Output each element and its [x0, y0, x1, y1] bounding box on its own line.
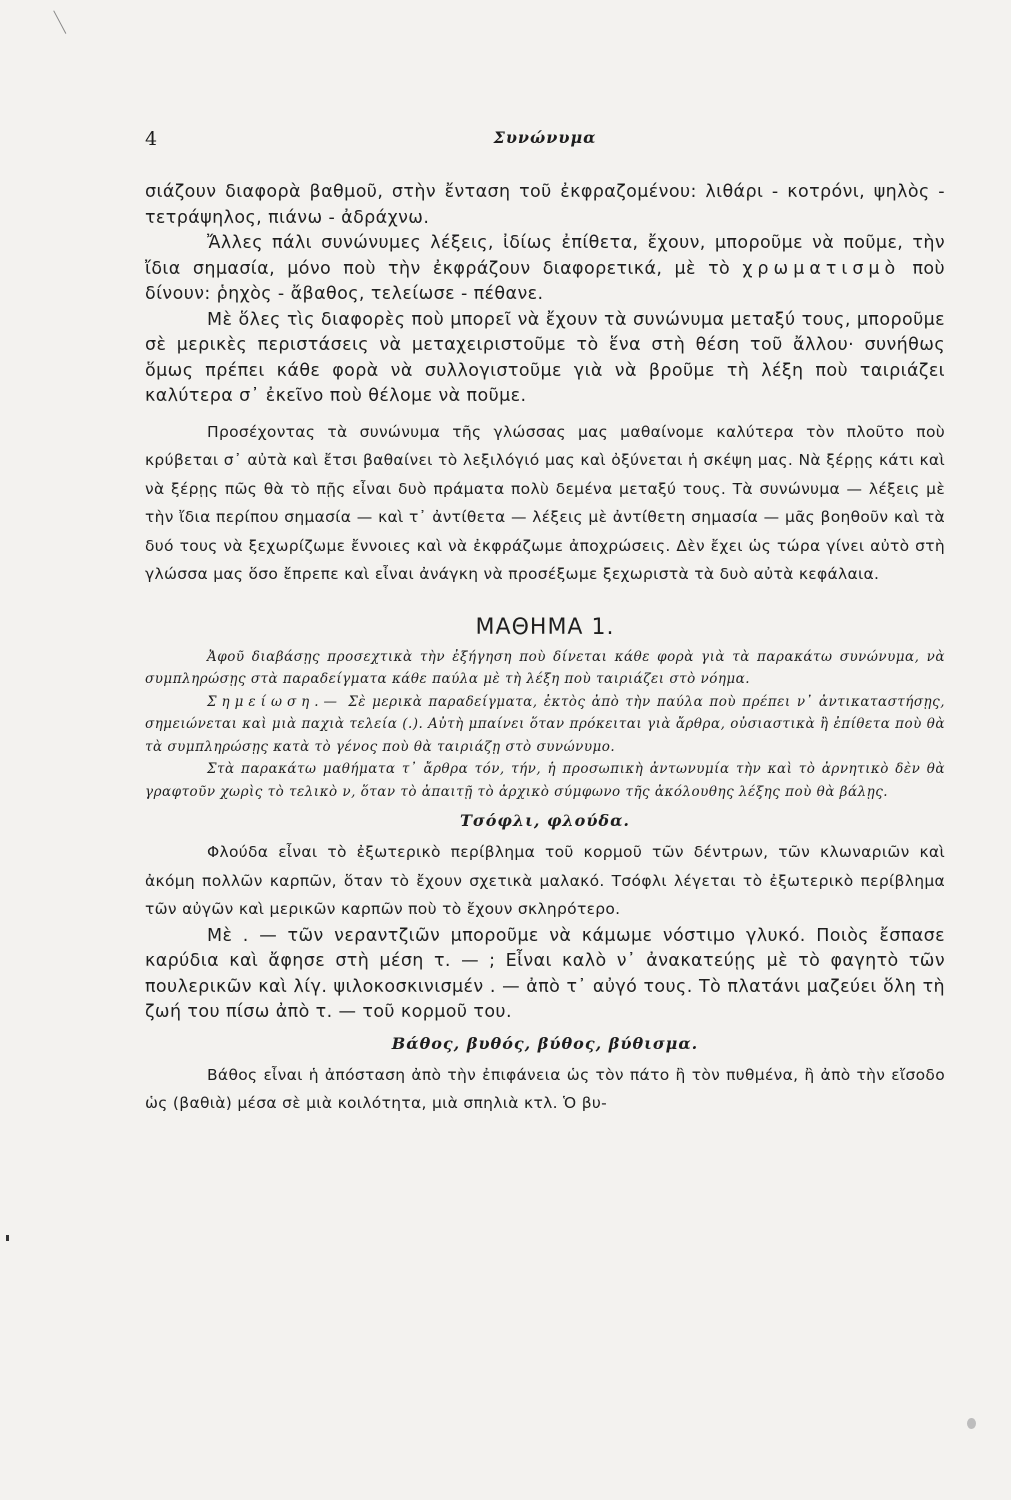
running-title: Συνώνυμα: [493, 128, 597, 147]
paragraph-text: Ἄλλες πάλι συνώνυμες λέξεις, ἰδίως ἐπίθετα, ἔχουν, μποροῦμε νὰ ποῦμε, τὴν ἴδια σημασία, μόνο ποὺ τὴν ἐκφράζουν διαφορετικά, μὲ τὸ: [145, 233, 945, 279]
paragraph: Προσέχοντας τὰ συνώνυμα τῆς γλώσσας μας μαθαίνομε καλύτερα τὸν πλοῦτο ποὺ κρύβεται σ᾽ αὐτὰ καὶ ἔτσι βαθαίνει τὸ λεξιλόγιό μας καὶ ὀξύνεται ἡ σκέψη μας. Νὰ ξέρῃς κάτι καὶ νὰ ξέρῃς πῶς θὰ τὸ πῇς εἶναι δυὸ πράματα πολὺ δεμένα μεταξύ τους. Τὰ συνώνυμα — λέξεις μὲ τὴν ἴδια περίπου σημασία — καὶ τ᾽ ἀντίθετα — λέξεις μὲ ἀντίθετη σημασία — μᾶς βοηθοῦν καὶ τὰ δυό τους νὰ ξεχωρίζωμε ἔννοιες καὶ νὰ ἐκφράζωμε ἀποχρώσεις. Δὲν ἔχει ὡς τώρα γίνει αὐτὸ στὴ γλώσσα μας ὅσο ἔπρεπε καὶ εἶναι ἀνάγκη νὰ προσέξωμε ξεχωριστὰ τὰ δυὸ αὐτὰ κεφάλαια.: [145, 422, 945, 583]
lesson-instruction: Ἀφοῦ διαβάσῃς προσεχτικὰ τὴν ἐξήγηση ποὺ δίνεται κάθε φορὰ γιὰ τὰ παρακάτω συνώνυμα, νὰ συμπληρώσῃς στὰ παραδείγματα κάθε παύλα μὲ τὴ λέξη ποὺ ταιριάζει στὸ νόημα.: [145, 648, 945, 687]
paragraph-continuation: σιάζουν διαφορὰ βαθμοῦ, στὴν ἔνταση τοῦ ἐκφραζομένου: λιθάρι - κοτρόνι, ψηλὸς - τετράψηλος, πιάνω - ἀδράχνω.: [145, 182, 945, 228]
scan-artifact: [6, 1235, 9, 1241]
lesson-note-2: Στὰ παρακάτω μαθήματα τ᾽ ἄρθρα τόν, τήν, ἡ προσωπικὴ ἀντωνυμία τὴν καὶ τὸ ἀρνητικὸ δὲν θὰ γραφτοῦν χωρὶς τὸ τελικὸ ν, ὅταν τὸ ἀπαιτῇ τὸ ἀρχικὸ σύμφωνο τῆς ἀκόλουθης λέξης ποὺ θὰ βάλῃς.: [145, 761, 945, 800]
paragraph: [145, 231, 945, 308]
section-heading: Βάθος, βυθός, βύθος, βύθισμα.: [391, 1033, 699, 1053]
lesson-title: ΜΑΘΗΜΑ 1.: [475, 614, 615, 640]
scan-artifact: [53, 0, 86, 34]
note-label: Σημείωση.—: [207, 693, 343, 710]
body-text: [145, 180, 945, 1118]
paragraph: Μὲ ὅλες τὶς διαφορὲς ποὺ μπορεῖ νὰ ἔχουν τὰ συνώνυμα μεταξύ τους, μποροῦμε σὲ μερικὲς περιστάσεις νὰ μεταχειριστοῦμε τὸ ἕνα στὴ θέση τοῦ ἄλλου· συνήθως ὅμως πρέπει κάθε φορὰ νὰ συλλογιστοῦμε γιὰ νὰ βροῦμε τὴ λέξη ποὺ ταιριάζει καλύτερα σ᾽ ἐκεῖνο ποὺ θέλομε νὰ ποῦμε.: [145, 309, 945, 406]
exercise-paragraph: Μὲ . — τῶν νεραντζιῶν μποροῦμε νὰ κάμωμε νόστιμο γλυκό. Ποιὸς ἔσπασε καρύδια καὶ ἄφησε στὴ μέση τ. — ; Εἶναι καλὸ ν᾽ ἀνακατεύῃς μὲ τὸ φαγητὸ τῶν πουλερικῶν καὶ λίγ. ψιλοκοσκινισμέν . — ἀπὸ τ᾽ αὐγό τους. Τὸ πλατάνι μαζεύει ὅλη τὴ ζωή του πίσω ἀπὸ τ. — τοῦ κορμοῦ του.: [145, 925, 945, 1022]
scan-artifact: [967, 1418, 976, 1429]
definition-paragraph: Βάθος εἶναι ἡ ἀπόσταση ἀπὸ τὴν ἐπιφάνεια ὡς τὸν πάτο ἢ τὸν πυθμένα, ἢ ἀπὸ τὴν εἴσοδο ὡς (βαθιὰ) μέσα σὲ μιὰ κοιλότητα, μιὰ σπηλιὰ κτλ. Ὁ βυ-: [145, 1065, 945, 1112]
lesson-note: [145, 691, 945, 759]
page-number: 4: [145, 128, 158, 150]
paragraph-text: ποὺ δίνουν: ῥηχὸς - ἄβαθος, τελείωσε - πέθανε.: [145, 258, 946, 304]
note-text: Σὲ μερικὰ παραδείγματα, ἐκτὸς ἀπὸ τὴν παύλα ποὺ πρέπει ν᾽ ἀντικαταστήσῃς, σημειώνεται καὶ μιὰ παχιὰ τελεία (.). Αὐτὴ μπαίνει ὅταν πρόκειται γιὰ ἄρθρα, οὐσιαστικὰ ἢ ἐπίθετα ποὺ θὰ τὰ συμπληρώσῃς κατὰ τὸ γένος ποὺ θὰ ταιριάζῃ στὸ συνώνυμο.: [145, 693, 945, 755]
definition-paragraph: Φλούδα εἶναι τὸ ἐξωτερικὸ περίβλημα τοῦ κορμοῦ τῶν δέντρων, τῶν κλωναριῶν καὶ ἀκόμη πολλῶν καρπῶν, ὅταν τὸ ἔχουν σχετικὰ μαλακό. Τσόφλι λέγεται τὸ ἐξωτερικὸ περίβλημα τῶν αὐγῶν καὶ μερικῶν καρπῶν ποὺ τὸ ἔχουν σκληρότερο.: [145, 843, 945, 918]
page-header: [145, 128, 945, 158]
spaced-word: χρωματισμὸ: [742, 258, 901, 279]
section-heading: Τσόφλι, φλούδα.: [460, 811, 630, 830]
